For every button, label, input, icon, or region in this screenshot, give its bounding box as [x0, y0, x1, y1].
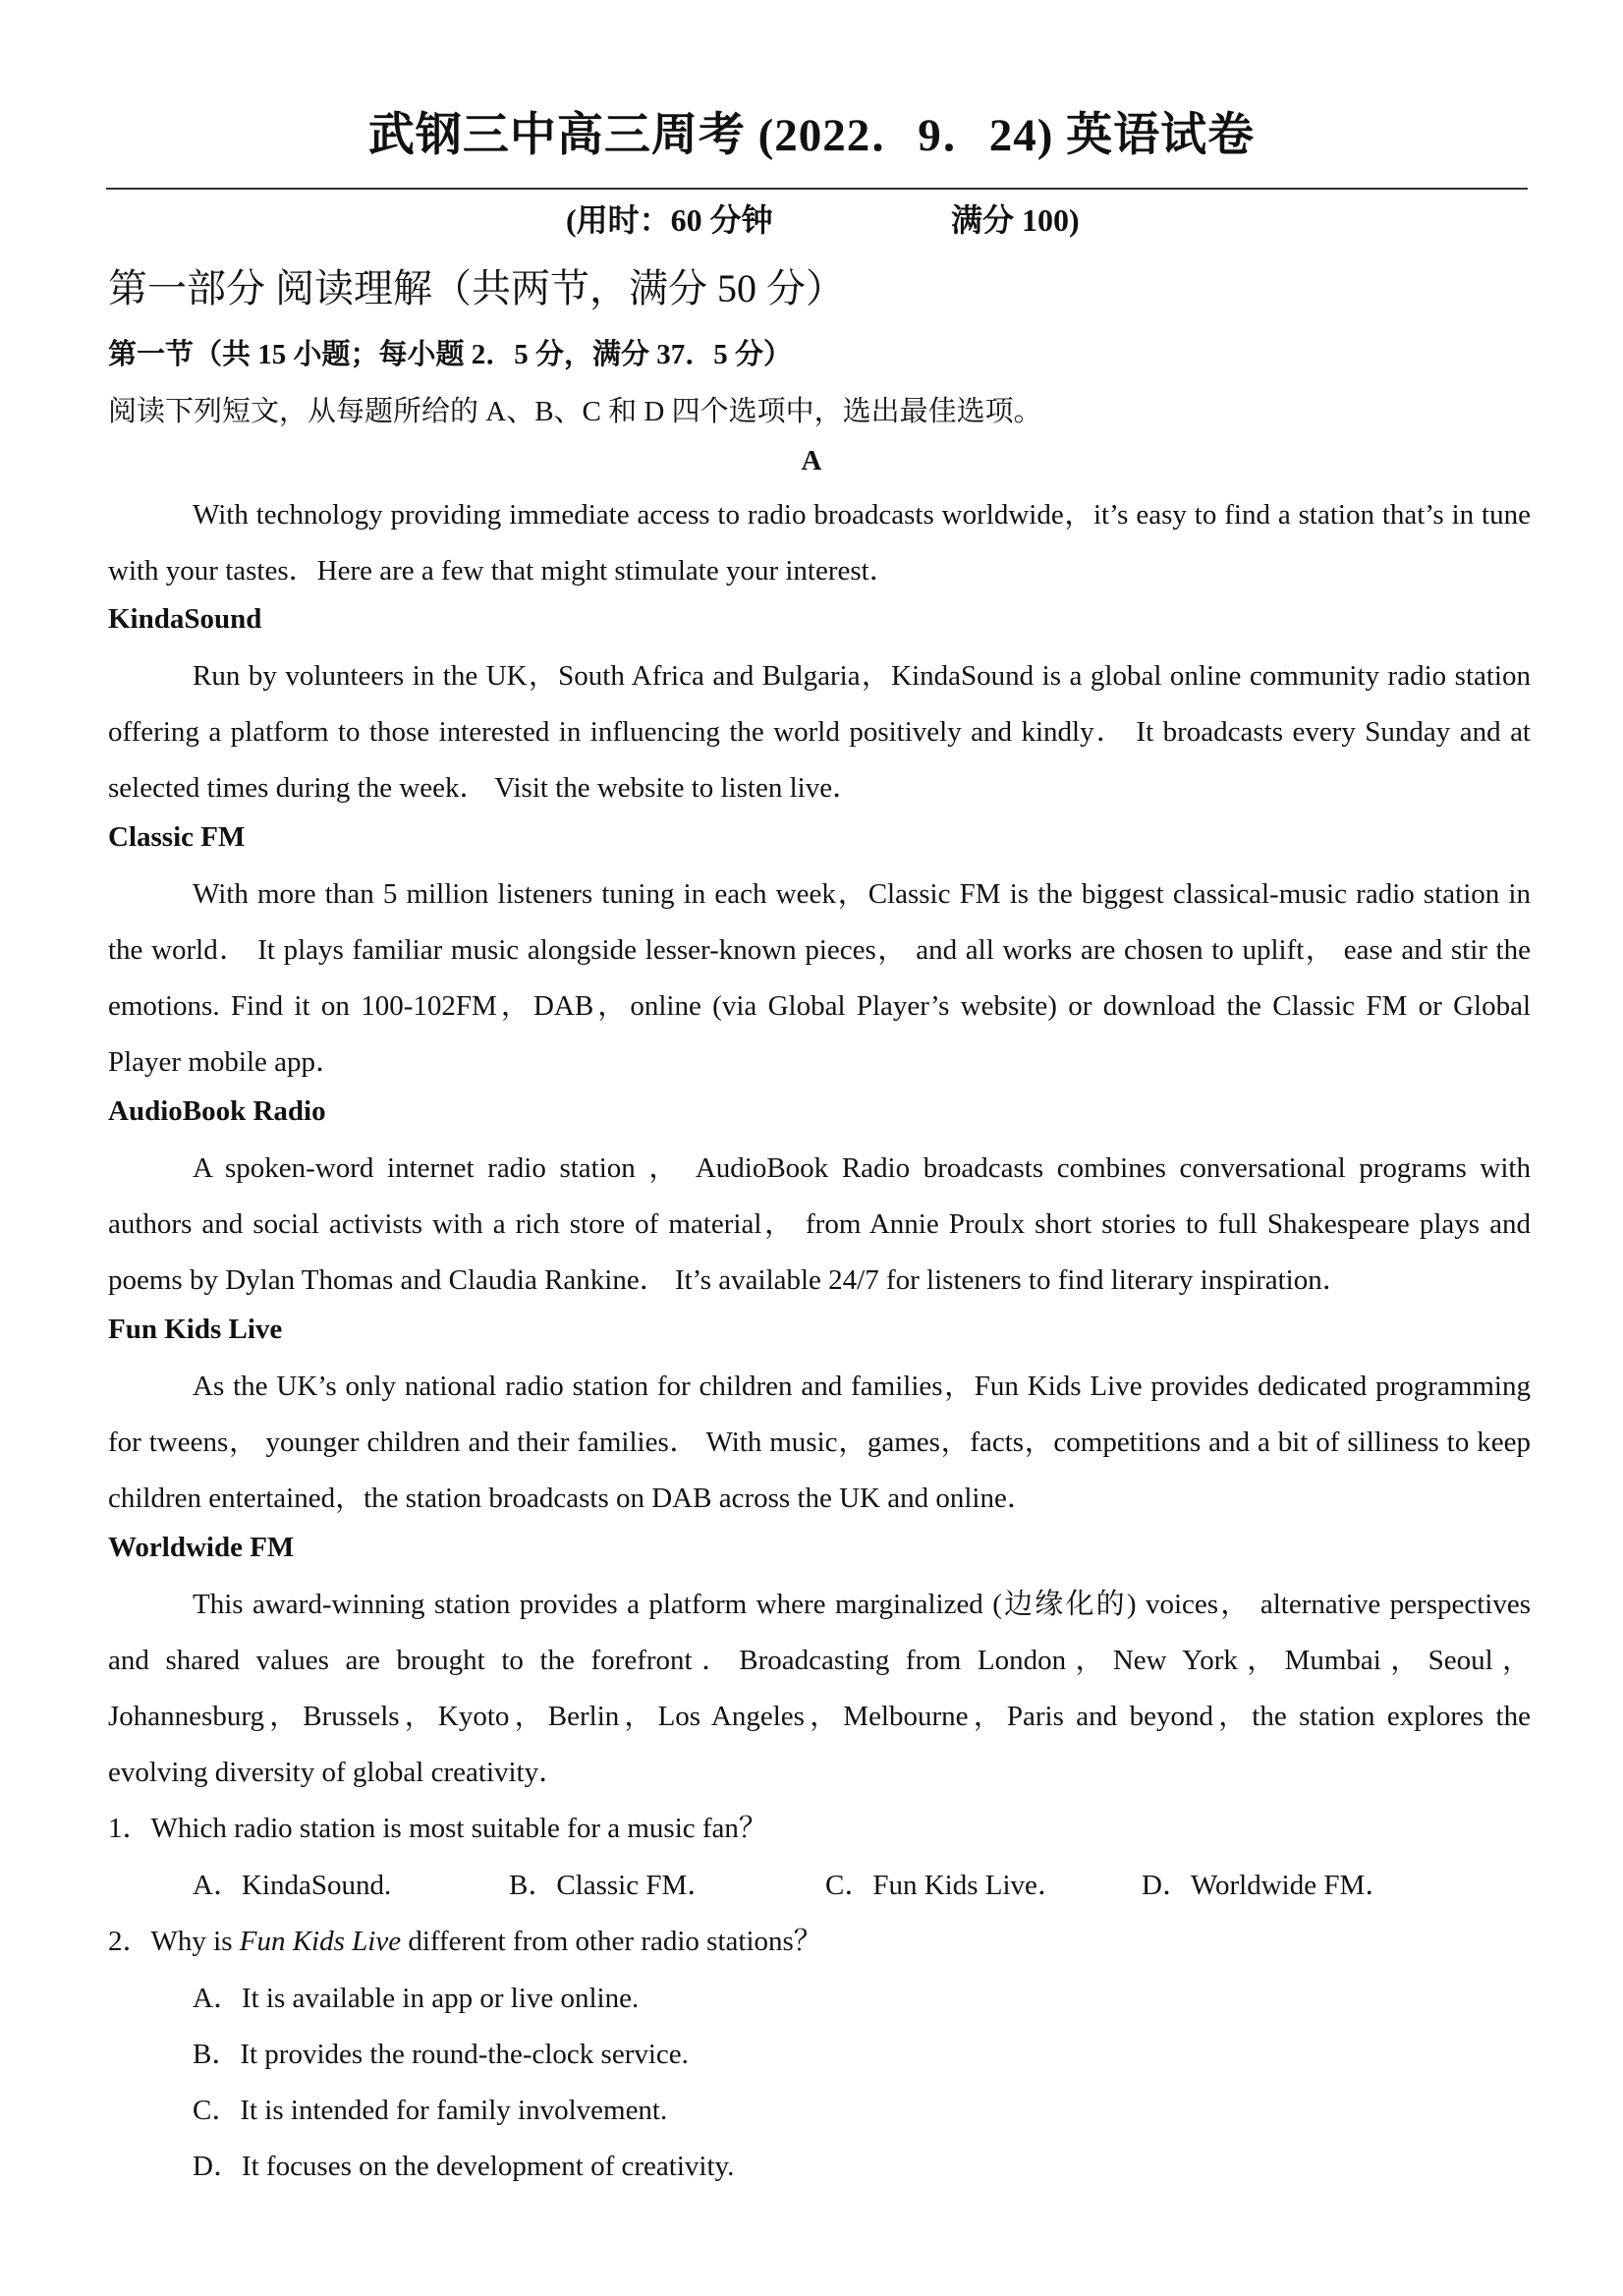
station-text-fun-kids-live: As the UK’s only national radio station for children and families，Fun Kids Live provides dedicated programming for tweens， younger children and their families． With music，games，facts，competitions and a bit of silliness to keep children entertained，the station broadcasts on DAB across the UK and online．: [108, 1371, 1531, 1514]
page-title: 武钢三中高三周考 (2022．9．24) 英语试卷: [367, 110, 1256, 161]
instructions: 阅读下列短文，从每题所给的 A、B、C 和 D 四个选项中，选出最佳选项。: [108, 396, 1042, 427]
part-heading: 第一部分 阅读理解（共两节，满分 50 分）: [108, 266, 845, 310]
question-2-option-a: A．It is available in app or live online.: [193, 1983, 640, 2014]
question-1: [108, 1806, 767, 1846]
exam-time: (用时：60 分钟: [566, 202, 773, 238]
station-text-audiobook-radio: A spoken-word internet radio station ， AudioBook Radio broadcasts combines conversational programs with authors and social activists with a rich store of material， from Annie Proulx short stories to full Shakespeare plays and poems by Dylan Thomas and Claudia Rankine． It’s available 24/7 for listeners to find literary inspiration．: [108, 1152, 1531, 1296]
question-2-option-c: C．It is intended for family involvement.: [193, 2095, 668, 2126]
question-text-after: different from other radio stations？: [401, 1926, 822, 1957]
station-text-worldwide-fm: This award-winning station provides a platform where marginalized (边缘化的) voices， alternative perspectives and shared values are brought to the forefront．Broadcasting from London，New York，Mumbai，Seoul，Johannesburg，Brussels，Kyoto，Berlin，Los Angeles，Melbourne，Paris and beyond，the station explores the evolving diversity of global creativity．: [108, 1589, 1531, 1788]
question-2-option-b: B．It provides the round-the-clock service.: [193, 2039, 689, 2070]
question-1-option-a: A．KindaSound.: [193, 1870, 392, 1901]
question-number: 2．: [108, 1926, 151, 1957]
question-1-option-b: B．Classic FM．: [509, 1870, 716, 1901]
station-heading-kindasound: KindaSound: [108, 603, 262, 635]
question-1-option-c: C．Fun Kids Live．: [825, 1870, 1066, 1901]
station-heading-worldwide-fm: Worldwide FM: [108, 1532, 295, 1563]
question-2-option-d: D．It focuses on the development of creativity.: [193, 2151, 735, 2182]
section-heading: 第一节（共 15 小题；每小题 2．5 分，满分 37．5 分）: [108, 339, 793, 370]
station-heading-audiobook-radio: AudioBook Radio: [108, 1095, 326, 1127]
question-text: Which radio station is most suitable for a music fan？: [150, 1813, 767, 1844]
station-text-classic-fm: With more than 5 million listeners tuning in each week，Classic FM is the biggest classical-music radio station in the world． It plays familiar music alongside lesser-known pieces， and all works are chosen to uplift， ease and stir the emotions. Find it on 100-102FM，DAB，online (via Global Player’s website) or download the Classic FM or Global Player mobile app．: [108, 878, 1531, 1078]
passage-intro: With technology providing immediate access to radio broadcasts worldwide，it’s easy to find a station that’s in tune with your tastes．Here are a few that might stimulate your interest．: [108, 499, 1531, 587]
question-1-option-d: D．Worldwide FM．: [1142, 1870, 1394, 1901]
station-heading-classic-fm: Classic FM: [108, 821, 246, 853]
station-text-kindasound: Run by volunteers in the UK，South Africa and Bulgaria，KindaSound is a global online community radio station offering a platform to those interested in influencing the world positively and kindly． It broadcasts every Sunday and at selected times during the week． Visit the website to listen live．: [108, 660, 1531, 804]
exam-score: 满分 100): [951, 202, 1080, 238]
question-text-before: Why is: [150, 1926, 240, 1957]
question-text-station: Fun Kids Live: [239, 1926, 402, 1957]
question-2: [108, 1919, 822, 1959]
passage-label: A: [801, 445, 822, 476]
station-heading-fun-kids-live: Fun Kids Live: [108, 1314, 283, 1345]
question-number: 1．: [108, 1813, 151, 1844]
title-divider: [106, 188, 1528, 190]
